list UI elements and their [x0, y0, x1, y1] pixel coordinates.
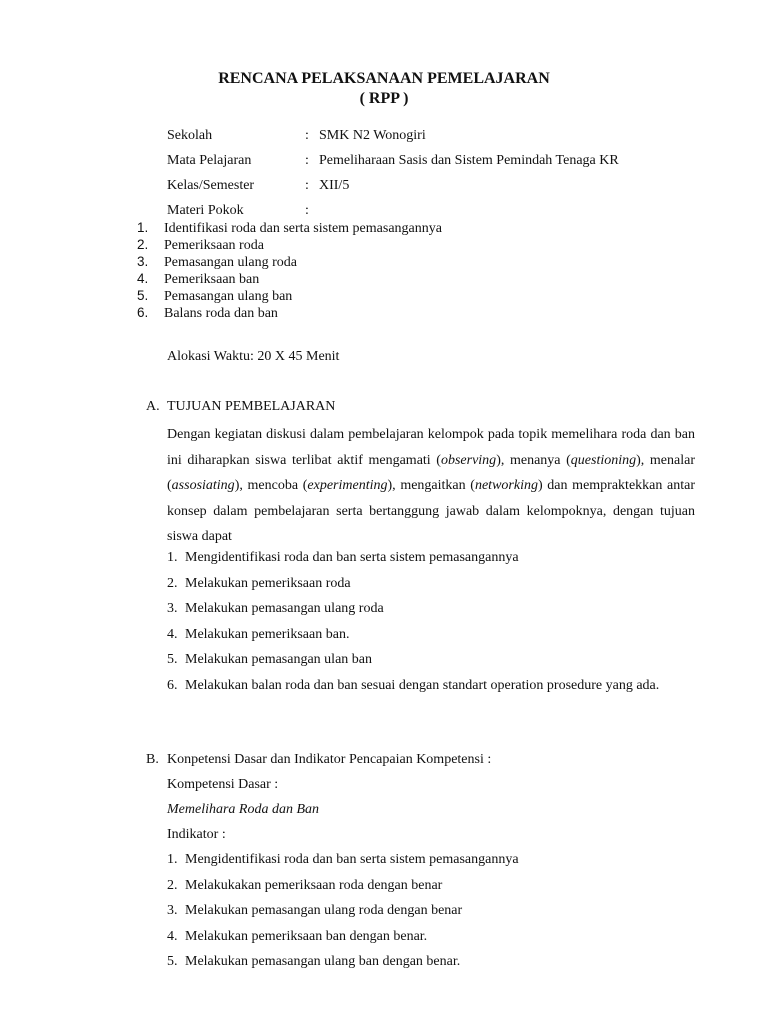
alokasi-waktu: Alokasi Waktu: 20 X 45 Menit	[167, 349, 340, 364]
list-item	[137, 270, 442, 287]
document-title: RENCANA PELAKSANAAN PEMELAJARAN	[218, 70, 550, 87]
list-text: Melakukan pemasangan ulang roda	[185, 601, 384, 616]
list-text: Mengidentifikasi roda dan ban serta sistem pemasangannya	[185, 550, 519, 565]
identity-table	[167, 127, 687, 227]
section-b-heading: Konpetensi Dasar dan Indikator Pencapaian Kompetensi :	[167, 752, 492, 767]
list-item	[167, 596, 695, 622]
list-text: Melakukan pemeriksaan ban dengan benar.	[185, 928, 428, 944]
list-text: Melakukan pemasangan ulang ban dengan benar.	[185, 954, 461, 969]
list-text: Melakukan pemasangan ulan ban	[185, 652, 372, 667]
para-italic: questioning	[570, 452, 637, 468]
list-text: Pemasangan ulang roda	[164, 255, 297, 270]
para-text: ), menanya (	[496, 452, 571, 468]
section-a-heading: TUJUAN PEMBELAJARAN	[167, 399, 336, 414]
info-value: XII/5	[319, 178, 350, 193]
list-item	[167, 847, 695, 873]
list-text: Melakukakan pemeriksaan roda dengan benar	[185, 877, 443, 893]
kompetensi-dasar-value: Memelihara Roda dan Ban	[167, 802, 320, 817]
list-text: Identifikasi roda dan serta sistem pemasangannya	[164, 221, 442, 236]
list-item	[137, 219, 442, 236]
list-item	[167, 673, 695, 699]
info-label: Mata Pelajaran	[167, 153, 252, 168]
list-text: Melakukan balan roda dan ban sesuai dengan standart operation prosedure yang ada.	[185, 677, 660, 693]
list-item	[167, 924, 695, 950]
info-label: Kelas/Semester	[167, 178, 255, 193]
list-item	[167, 949, 695, 975]
para-text: ) dan mempraktekkan antar konsep dalam pembelajaran serta bertanggung jawab dalam kelompoknya, dengan tujuan siswa dapat	[167, 478, 696, 544]
list-text: Melakukan pemeriksaan roda	[185, 575, 351, 591]
list-number: 4.	[167, 626, 178, 642]
list-item	[137, 287, 442, 304]
list-item	[167, 571, 695, 597]
list-number: 5.	[167, 954, 178, 969]
info-row-mata-pelajaran	[167, 152, 687, 177]
list-number: 6.	[137, 305, 149, 320]
materi-pokok-list	[137, 219, 442, 321]
list-number: 1.	[167, 852, 178, 867]
list-text: Balans roda dan ban	[164, 306, 278, 321]
info-label: Sekolah	[167, 128, 213, 143]
list-item	[167, 898, 695, 924]
list-item	[137, 236, 442, 253]
list-text: Melakukan pemasangan ulang roda dengan benar	[185, 903, 463, 918]
document-subtitle: ( RPP )	[359, 90, 409, 107]
section-a-goals-list	[167, 545, 695, 698]
list-text: Mengidentifikasi roda dan ban serta sistem pemasangannya	[185, 852, 519, 867]
para-text: ), mengaitkan (	[387, 478, 475, 493]
list-text: Pemasangan ulang ban	[164, 289, 293, 304]
info-colon: :	[305, 153, 309, 168]
kompetensi-dasar-label: Kompetensi Dasar :	[167, 777, 279, 792]
list-item	[137, 304, 442, 321]
para-italic: observing	[440, 452, 497, 468]
list-text: Pemeriksaan roda	[164, 238, 264, 253]
para-italic: networking	[474, 478, 538, 493]
list-text: Melakukan pemeriksaan ban.	[185, 626, 350, 642]
para-italic: experimenting	[307, 478, 388, 493]
list-number: 4.	[137, 271, 149, 286]
list-text: Pemeriksaan ban	[164, 272, 260, 287]
info-row-sekolah	[167, 127, 687, 152]
info-value: SMK N2 Wonogiri	[319, 128, 426, 143]
list-number: 2.	[167, 877, 178, 893]
list-item	[167, 647, 695, 673]
list-number: 2.	[167, 575, 178, 591]
para-italic: assosiating	[171, 478, 235, 493]
list-number: 3.	[137, 254, 149, 269]
list-number: 2.	[137, 237, 149, 252]
list-item	[167, 545, 695, 571]
para-text: Dengan kegiatan diskusi dalam pembelajaran kelompok pada topik memelihara roda dan ban ini diharapkan siswa terlibat aktif mengamati (	[167, 427, 695, 468]
list-number: 3.	[167, 601, 178, 616]
section-b-indicator-list	[167, 847, 695, 975]
para-text: ), menalar (	[167, 452, 696, 493]
list-number: 5.	[137, 288, 149, 303]
para-text: ), mencoba (	[234, 478, 308, 493]
section-a-letter: A.	[146, 399, 160, 414]
list-number: 4.	[167, 928, 178, 944]
indikator-label: Indikator :	[167, 827, 226, 842]
list-item	[167, 622, 695, 648]
info-colon: :	[305, 203, 309, 218]
info-value: Pemeliharaan Sasis dan Sistem Pemindah Tenaga KR	[319, 153, 619, 168]
list-number: 1.	[167, 550, 178, 565]
section-a-paragraph	[167, 422, 695, 550]
list-number: 1.	[137, 220, 149, 235]
info-row-kelas-semester	[167, 177, 687, 202]
section-b-letter: B.	[146, 752, 159, 767]
list-number: 6.	[167, 677, 178, 693]
info-label: Materi Pokok	[167, 203, 244, 218]
list-item	[167, 873, 695, 899]
list-number: 5.	[167, 652, 178, 667]
list-item	[137, 253, 442, 270]
info-colon: :	[305, 178, 309, 193]
list-number: 3.	[167, 903, 178, 918]
info-colon: :	[305, 128, 309, 143]
